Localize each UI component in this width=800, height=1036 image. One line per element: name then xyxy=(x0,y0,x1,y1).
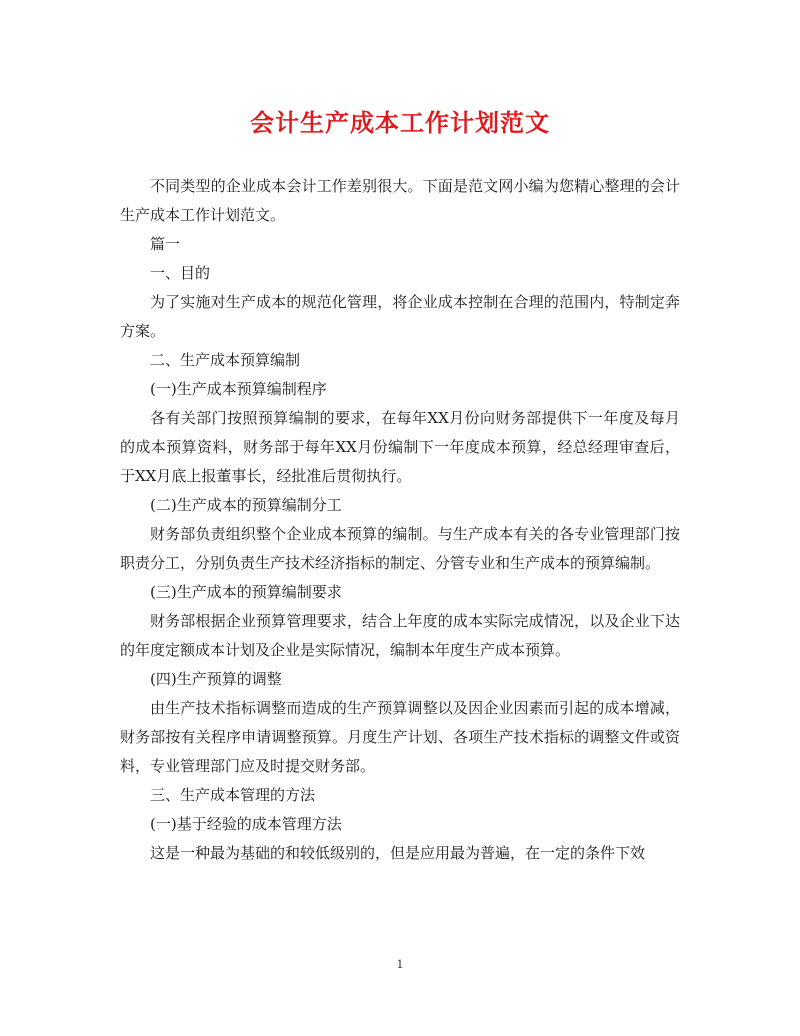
budget-procedure-paragraph: 各有关部门按照预算编制的要求，在每年XX月份向财务部提供下一年度及每月的成本预算资料，财务部于每年XX月份编制下一年度成本预算，经总经理审查后，于XX月底上报董事长，经批准后贯彻执行。 xyxy=(120,409,680,485)
subheading-budget-requirements: (三)生产成本的预算编制要求 xyxy=(150,583,342,601)
subheading-budget-division: (二)生产成本的预算编制分工 xyxy=(150,496,342,514)
budget-division-paragraph: 财务部负责组织整个企业成本预算的编制。与生产成本有关的各专业管理部门按职责分工，分别负责生产技术经济指标的制定、分管专业和生产成本的预算编制。 xyxy=(120,525,680,572)
document-title: 会计生产成本工作计划范文 xyxy=(250,109,550,137)
subheading-budget-procedure: (一)生产成本预算编制程序 xyxy=(150,380,327,398)
page-number: 1 xyxy=(396,958,404,971)
subheading-experience-based-method: (一)基于经验的成本管理方法 xyxy=(150,815,342,833)
heading-budget-preparation: 二、生产成本预算编制 xyxy=(150,351,301,369)
experience-based-method-paragraph: 这是一种最为基础的和较低级别的，但是应用最为普遍，在一定的条件下效 xyxy=(150,844,646,862)
heading-purpose: 一、目的 xyxy=(150,264,211,282)
document-body xyxy=(120,172,680,868)
heading-cost-management-methods: 三、生产成本管理的方法 xyxy=(150,786,316,804)
section-label-part-one: 篇一 xyxy=(150,235,181,253)
intro-paragraph: 不同类型的企业成本会计工作差别很大。下面是范文网小编为您精心整理的会计生产成本工作计划范文。 xyxy=(120,177,680,224)
budget-requirements-paragraph: 财务部根据企业预算管理要求，结合上年度的成本实际完成情况，以及企业下达的年度定额成本计划及企业是实际情况，编制本年度生产成本预算。 xyxy=(120,612,680,659)
purpose-paragraph: 为了实施对生产成本的规范化管理，将企业成本控制在合理的范围内，特制定奔方案。 xyxy=(120,293,680,340)
budget-adjustment-paragraph: 由生产技术指标调整而造成的生产预算调整以及因企业因素而引起的成本增减，财务部按有关程序申请调整预算。月度生产计划、各项生产技术指标的调整文件或资料，专业管理部门应及时提交财务部。 xyxy=(120,699,680,775)
subheading-budget-adjustment: (四)生产预算的调整 xyxy=(150,670,282,688)
